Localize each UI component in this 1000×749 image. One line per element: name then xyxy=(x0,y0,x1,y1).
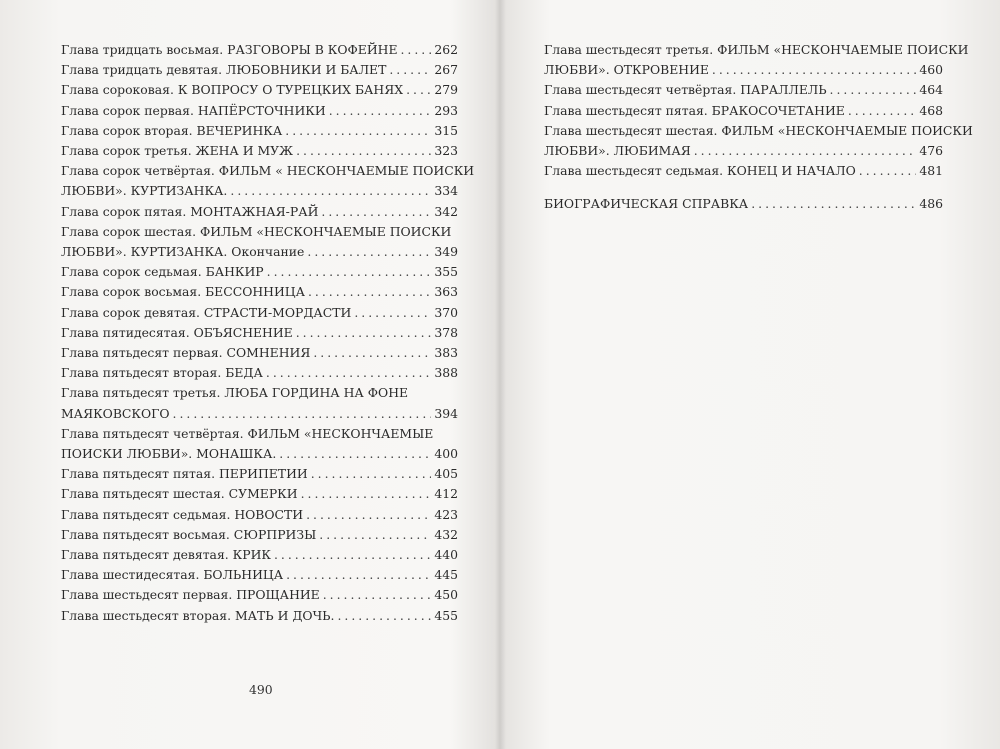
toc-entry xyxy=(61,40,458,60)
toc-entry-title: Глава сорок пятая. МОНТАЖНАЯ-РАЙ xyxy=(61,203,319,219)
toc-entry-row xyxy=(544,141,943,161)
toc-entry-row xyxy=(61,303,458,323)
toc-entry-title: Глава сорок вторая. ВЕЧЕРИНКА xyxy=(61,122,283,138)
toc-entry-row xyxy=(61,505,458,525)
toc-entry-title: ЛЮБВИ». ЛЮБИМАЯ xyxy=(544,143,691,159)
page-number: 490 xyxy=(249,682,273,697)
toc-entry-title: Глава пятьдесят седьмая. НОВОСТИ xyxy=(61,506,304,522)
dot-leader xyxy=(285,121,431,141)
toc-entry-row xyxy=(61,444,458,464)
toc-entry-row xyxy=(544,161,943,181)
toc-entry-page: 355 xyxy=(434,264,458,280)
toc-entry xyxy=(61,464,458,484)
toc-entry-title: Глава тридцать девятая. ЛЮБОВНИКИ И БАЛЕТ xyxy=(61,62,387,78)
dot-leader xyxy=(389,60,431,80)
toc-entry-title: Глава пятьдесят девятая. КРИК xyxy=(61,547,271,563)
toc-entry-title: Глава шестьдесят первая. ПРОЩАНИЕ xyxy=(61,587,320,603)
toc-entry xyxy=(61,262,458,282)
toc-entry-title: Глава шестьдесят четвёртая. ПАРАЛЛЕЛЬ xyxy=(544,82,827,98)
toc-entry-row xyxy=(61,525,458,545)
toc-entry xyxy=(61,60,458,80)
toc-entry-row xyxy=(544,80,943,100)
toc-entry-title: БИОГРАФИЧЕСКАЯ СПРАВКА xyxy=(544,196,749,212)
dot-leader xyxy=(400,40,431,60)
toc-entry xyxy=(61,121,458,141)
toc-entry-title: Глава пятьдесят вторая. БЕДА xyxy=(61,365,263,381)
dot-leader xyxy=(406,80,431,100)
dot-leader xyxy=(313,343,431,363)
toc-entry-row xyxy=(61,202,458,222)
toc-entry-row xyxy=(61,565,458,585)
toc-entry xyxy=(61,565,458,585)
toc-entry-title: Глава сорок девятая. СТРАСТИ-МОРДАСТИ xyxy=(61,304,352,320)
dot-leader xyxy=(329,101,432,121)
dot-leader xyxy=(279,444,431,464)
dot-leader xyxy=(311,464,432,484)
toc-entry-page: 460 xyxy=(919,62,943,78)
toc-entry-row xyxy=(61,121,458,141)
toc-entry-page: 315 xyxy=(434,122,458,138)
toc-entry-title: Глава пятьдесят шестая. СУМЕРКИ xyxy=(61,486,298,502)
dot-leader xyxy=(694,141,917,161)
toc-entry xyxy=(61,383,458,423)
toc-entry-title: Глава сорок восьмая. БЕССОННИЦА xyxy=(61,284,305,300)
toc-entry-page: 486 xyxy=(919,196,943,212)
toc-entry-title-line: Глава пятьдесят третья. ЛЮБА ГОРДИНА НА ФОНЕ xyxy=(61,385,409,401)
dot-leader xyxy=(301,484,432,504)
toc-entry xyxy=(61,484,458,504)
toc-entry-row xyxy=(544,101,943,121)
toc-entry-page: 400 xyxy=(434,446,458,462)
toc-entry-title: Глава пятьдесят пятая. ПЕРИПЕТИИ xyxy=(61,466,308,482)
dot-leader xyxy=(337,606,431,626)
dot-leader xyxy=(830,80,917,100)
dot-leader xyxy=(323,585,432,605)
toc-entry-row xyxy=(61,282,458,302)
toc-entry-page: 440 xyxy=(434,547,458,563)
toc-entry-row xyxy=(61,101,458,121)
toc-entry-title: ЛЮБВИ». КУРТИЗАНКА. xyxy=(61,183,228,199)
toc-entry-page: 450 xyxy=(434,587,458,603)
toc-entry-title: Глава пятьдесят первая. СОМНЕНИЯ xyxy=(61,345,311,361)
toc-entry-page: 388 xyxy=(434,365,458,381)
toc-entry-page: 394 xyxy=(434,405,458,421)
toc-entry-page: 323 xyxy=(434,143,458,159)
toc-entry xyxy=(544,121,973,161)
toc-entry-title: Глава сорок первая. НАПЁРСТОЧНИКИ xyxy=(61,102,326,118)
toc-entry-row xyxy=(61,585,458,605)
toc-entry xyxy=(544,80,943,100)
dot-leader xyxy=(286,565,431,585)
toc-entry-row xyxy=(61,464,458,484)
toc-entry-page: 464 xyxy=(919,82,943,98)
dot-leader xyxy=(296,323,432,343)
toc-entry-title-line: Глава сорок четвёртая. ФИЛЬМ « НЕСКОНЧАЕМЫЕ ПОИСКИ xyxy=(61,163,475,179)
toc-entry xyxy=(61,606,458,626)
toc-entry-page: 262 xyxy=(434,42,458,57)
toc-entry-title: Глава сорок седьмая. БАНКИР xyxy=(61,264,264,280)
toc-entry-page: 405 xyxy=(434,466,458,482)
toc-entry-row xyxy=(61,181,458,201)
toc-entry xyxy=(544,40,969,80)
dot-leader xyxy=(173,404,432,424)
toc-entry xyxy=(61,545,458,565)
toc-entry-title-line: Глава сорок шестая. ФИЛЬМ «НЕСКОНЧАЕМЫЕ ПОИСКИ xyxy=(61,223,452,239)
toc-entry-title: Глава шестидесятая. БОЛЬНИЦА xyxy=(61,567,284,583)
toc-entry xyxy=(61,303,458,323)
toc-entry-row xyxy=(61,484,458,504)
toc-entry-title: Глава тридцать восьмая. РАЗГОВОРЫ В КОФЕЙНЕ xyxy=(61,42,398,57)
toc-entry xyxy=(61,585,458,605)
dot-leader xyxy=(274,545,431,565)
toc-entry-row xyxy=(61,80,458,100)
toc-entry-page: 342 xyxy=(434,203,458,219)
toc-entry xyxy=(61,282,458,302)
toc-entry xyxy=(61,363,458,383)
toc-entry xyxy=(544,101,943,121)
toc-entry-row xyxy=(544,194,943,214)
toc-entry-title-line: Глава пятьдесят четвёртая. ФИЛЬМ «НЕСКОНЧАЕМЫЕ xyxy=(61,425,434,441)
toc-entry-page: 412 xyxy=(434,486,458,502)
toc-entry xyxy=(61,202,458,222)
toc-entry xyxy=(61,505,458,525)
toc-entry-title-line: Глава шестьдесят третья. ФИЛЬМ «НЕСКОНЧАЕМЫЕ ПОИСКИ xyxy=(544,42,969,57)
left-page-toc xyxy=(61,40,475,626)
toc-entry-row xyxy=(61,40,458,60)
dot-leader xyxy=(266,363,431,383)
dot-leader xyxy=(308,282,431,302)
toc-entry-title: Глава шестьдесят пятая. БРАКОСОЧЕТАНИЕ xyxy=(544,102,845,118)
dot-leader xyxy=(859,161,917,181)
toc-entry xyxy=(61,525,458,545)
toc-entry-title: Глава шестьдесят вторая. МАТЬ И ДОЧЬ. xyxy=(61,607,335,623)
dot-leader xyxy=(307,242,431,262)
dot-leader xyxy=(267,262,432,282)
toc-entry-row xyxy=(61,343,458,363)
toc-entry-page: 370 xyxy=(434,304,458,320)
toc-entry-page: 267 xyxy=(434,62,458,78)
toc-entry-title: Глава пятидесятая. ОБЪЯСНЕНИЕ xyxy=(61,324,293,340)
toc-entry-row xyxy=(61,606,458,626)
toc-entry-page: 468 xyxy=(919,102,943,118)
toc-entry-title: Глава пятьдесят восьмая. СЮРПРИЗЫ xyxy=(61,526,317,542)
toc-entry-title: Глава шестьдесят седьмая. КОНЕЦ И НАЧАЛО xyxy=(544,163,856,179)
toc-entry-page: 476 xyxy=(919,143,943,159)
toc-entry-title: МАЯКОВСКОГО xyxy=(61,405,170,421)
toc-entry-row xyxy=(61,404,458,424)
toc-entry xyxy=(61,101,458,121)
toc-entry-page: 334 xyxy=(434,183,458,199)
toc-entry-page: 363 xyxy=(434,284,458,300)
toc-entry-row xyxy=(61,262,458,282)
toc-entry-page: 279 xyxy=(434,82,458,98)
dot-leader xyxy=(230,181,431,201)
dot-leader xyxy=(321,202,431,222)
toc-entry-title: ЛЮБВИ». КУРТИЗАНКА. Окончание xyxy=(61,244,305,260)
dot-leader xyxy=(319,525,431,545)
toc-entry-page: 349 xyxy=(434,244,458,260)
toc-entry-title-line: Глава шестьдесят шестая. ФИЛЬМ «НЕСКОНЧАЕМЫЕ ПОИСКИ xyxy=(544,122,973,138)
toc-entry xyxy=(61,343,458,363)
toc-entry-row xyxy=(61,363,458,383)
toc-entry-page: 481 xyxy=(919,163,943,179)
toc-entry-page: 378 xyxy=(434,324,458,340)
dot-leader xyxy=(712,60,916,80)
toc-entry-page: 445 xyxy=(434,567,458,583)
toc-entry xyxy=(61,80,458,100)
toc-entry-title: ЛЮБВИ». ОТКРОВЕНИЕ xyxy=(544,62,709,78)
toc-entry-row xyxy=(61,242,458,262)
toc-entry xyxy=(61,424,458,464)
toc-entry-row xyxy=(61,60,458,80)
dot-leader xyxy=(751,194,916,214)
toc-entry-page: 423 xyxy=(434,506,458,522)
toc-entry-biography xyxy=(544,194,943,214)
toc-entry-page: 455 xyxy=(434,607,458,623)
toc-entry xyxy=(544,161,943,181)
toc-entry-page: 383 xyxy=(434,345,458,361)
dot-leader xyxy=(296,141,431,161)
toc-entry xyxy=(61,222,458,262)
toc-entry-row xyxy=(61,323,458,343)
toc-entry-page: 293 xyxy=(434,102,458,118)
dot-leader xyxy=(354,303,431,323)
toc-entry xyxy=(61,323,458,343)
toc-entry-title: ПОИСКИ ЛЮБВИ». МОНАШКА. xyxy=(61,446,277,462)
dot-leader xyxy=(306,505,431,525)
toc-entry xyxy=(61,161,475,201)
toc-entry-title: Глава сорок третья. ЖЕНА И МУЖ xyxy=(61,143,294,159)
dot-leader xyxy=(848,101,917,121)
toc-entry xyxy=(61,141,458,161)
right-page-toc xyxy=(544,40,973,215)
toc-entry-row xyxy=(544,60,943,80)
toc-entry-row xyxy=(61,141,458,161)
toc-entry-title: Глава сороковая. К ВОПРОСУ О ТУРЕЦКИХ БАНЯХ xyxy=(61,82,404,98)
toc-entry-page: 432 xyxy=(434,526,458,542)
toc-entry-row xyxy=(61,545,458,565)
